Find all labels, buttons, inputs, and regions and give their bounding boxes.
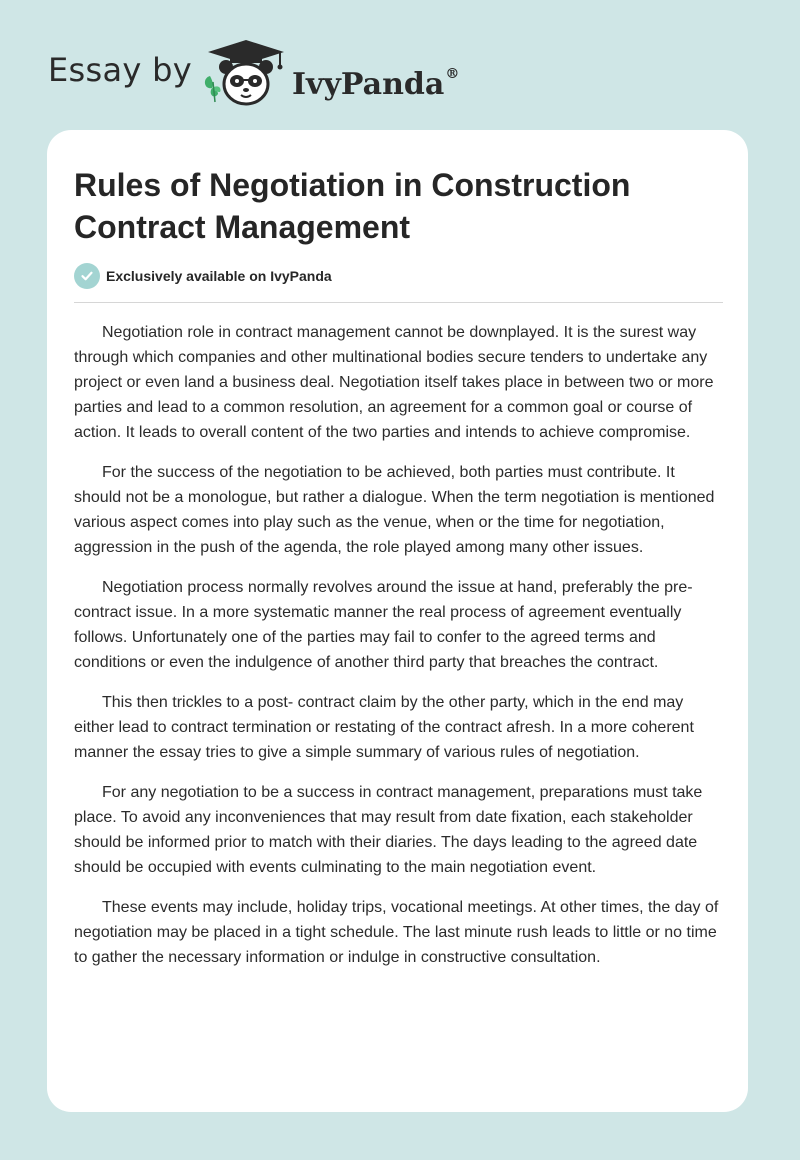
exclusive-badge (74, 262, 332, 290)
exclusive-label: Exclusively available on IvyPanda (106, 268, 332, 284)
panda-graduate-logo-icon[interactable] (200, 36, 292, 108)
paragraph: For the success of the negotiation to be achieved, both parties must contribute. It should not be a monologue, but rather a dialogue. When the term negotiation is mentioned various aspect comes into play such as the venue, when or the time for negotiation, aggression in the push of the agenda, the role played among many other issues. (74, 464, 715, 556)
essay-by-label: Essay by (48, 51, 192, 89)
paragraph: These events may include, holiday trips, vocational meetings. At other times, the day of negotiation may be placed in a tight schedule. The last minute rush leads to little or no time to gather the necessary information or indulge in constructive consultation. (74, 899, 719, 966)
ivy-leaf-icon (205, 76, 221, 102)
site-header (0, 0, 800, 130)
essay-body (74, 320, 723, 985)
divider (74, 302, 723, 303)
paragraph: Negotiation process normally revolves around the issue at hand, preferably the pre-contract issue. In a more systematic manner the real process of agreement eventually follows. Unfortunately one of the parties may fail to confer to the agreed terms and conditions or even the indulgence of another third party that breaches the contract. (74, 579, 693, 671)
paragraph: Negotiation role in contract management cannot be downplayed. It is the surest way through which companies and other multinational bodies secure tenders to undertake any project or even land a business deal. Negotiation itself takes place in between two or more parties and lead to a common resolution, an agreement for a common goal or course of action. It leads to overall content of the two parties and intends to achieve compromise. (74, 324, 714, 441)
brand-name[interactable] (292, 54, 459, 105)
brand-text: IvyPanda (292, 67, 445, 102)
essay-card (47, 130, 748, 1112)
registered-mark: ® (445, 66, 460, 82)
paragraph: This then trickles to a post- contract claim by the other party, which in the end may either lead to contract termination or restating of the contract afresh. In a more coherent manner the essay tries to give a simple summary of various rules of negotiation. (74, 694, 694, 761)
check-circle-icon (74, 263, 100, 289)
page-title: Rules of Negotiation in Construction Contract Management (74, 167, 631, 245)
paragraph: For any negotiation to be a success in contract management, preparations must take place. To avoid any inconveniences that may result from date fixation, each stakeholder should be informed prior to match with their diaries. The days leading to the agreed date should be occupied with events culminating to the main negotiation event. (74, 784, 703, 876)
